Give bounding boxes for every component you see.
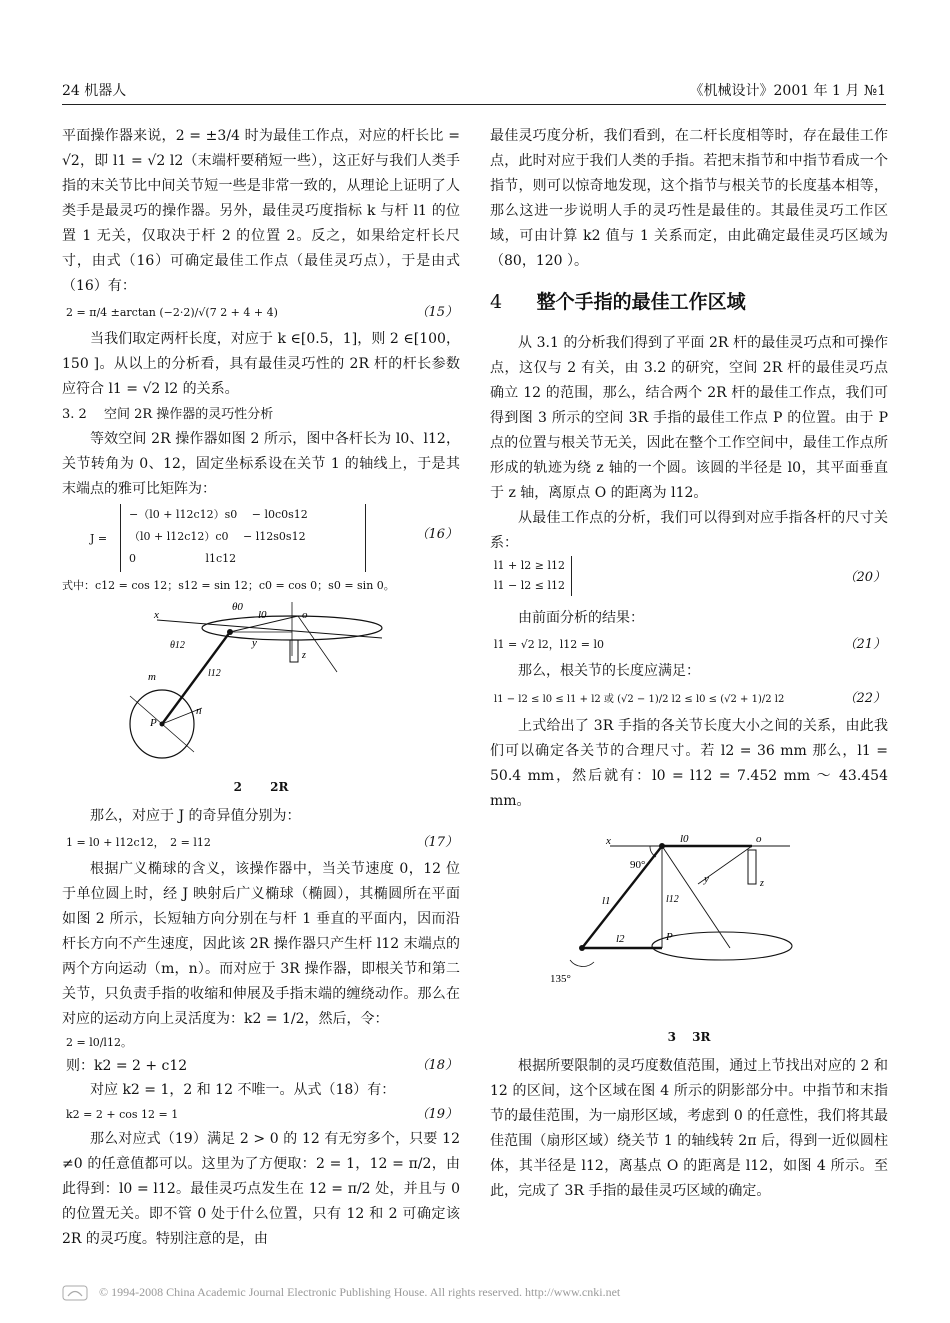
figure-2-label-m: m xyxy=(148,671,156,683)
equation-17-number: （17） xyxy=(415,835,458,850)
right-column xyxy=(490,124,888,1204)
equation-17 xyxy=(62,829,460,857)
equation-18a xyxy=(62,1032,460,1054)
figure-2-joint xyxy=(227,629,233,635)
header-rule xyxy=(62,104,886,105)
copyright-footer xyxy=(62,1285,886,1301)
figure-2-label-l0: l0 xyxy=(258,609,267,621)
figure-3-label-135: 135° xyxy=(550,973,571,985)
equation-22-number: （22） xyxy=(843,691,886,706)
left-paragraph-2: 当我们取定两杆长度，对应于 k ∈[0.5，1]，则 2 ∈[100，150 ]。从以上的分析看，具有最佳灵巧性的 2R 杆的杆长参数应符合 l1 = √2 l2 的关系。 xyxy=(62,331,460,397)
left-paragraph-7: 那么对应式（19）满足 2 > 0 的 12 有无穷多个，只要 12 ≠0 的任意值都可以。这里为了方便取：2 = 1，12 = π/2，由此得到：l0 = l12。最佳灵巧点发生在 12 = π/2 处，并且与 0 的位置无关。即不管 0 处于什么位置，只有 12 和 2 可确定该 2R 的灵巧度。特别注意的是，由 xyxy=(62,1131,460,1247)
equation-16-row-3: 0 l1c12 xyxy=(129,552,237,565)
figure-2-label-theta12: θ12 xyxy=(170,640,185,651)
equation-18a-body: 2 = l0/l12。 xyxy=(66,1036,132,1049)
figure-2-label-n: n xyxy=(196,705,202,717)
equation-18-number: （18） xyxy=(415,1058,458,1073)
left-column xyxy=(62,124,460,1252)
right-paragraph-7: 根据所要限制的灵巧度数值范围，通过上节找出对应的 2 和 12 的区间，这个区域在图 4 所示的阴影部分中。中指节和末指节的最佳范围，为一扇形区域，考虑到 0 的任意性，我们将其最佳范围（扇形区域）绕关节 1 的轴线转 2π 后，得到一近似圆柱体，其半径是 l12，离基点 O 的距离是 l12，如图 4 所示。至此，完成了 3R 手指的最佳灵巧区域的确定。 xyxy=(490,1058,888,1199)
figure-3-label-z: z xyxy=(760,878,764,889)
equation-15 xyxy=(62,299,460,327)
equation-20-line-1: l1 + l2 ≥ l12 xyxy=(494,559,565,572)
equation-20-number: （20） xyxy=(843,570,886,585)
equation-16-row-2: （l0 + l12c12）c0 − l12s0s12 xyxy=(129,530,306,543)
figure-3-caption: 3 3R xyxy=(667,1030,711,1044)
section-4-number: 4 xyxy=(490,291,503,313)
left-paragraph-3: 等效空间 2R 操作器如图 2 所示，图中各杆长为 l0、l12，关节转角为 0、12，固定坐标系设在关节 1 的轴线上，于是其末端点的雅可比矩阵为： xyxy=(62,431,460,497)
right-paragraph-6: 上式给出了 3R 手指的各关节长度大小之间的关系，由此我们可以确定各关节的合理尺寸。若 l2 = 36 mm 那么，l1 = 50.4 mm，然后就有：l0 = l12 = 7.452 mm ～ 43.454 mm。 xyxy=(490,718,888,809)
equation-18-body: 则：k2 = 2 + c12 xyxy=(66,1058,188,1074)
subsection-3-2: 3. 2 空间 2R 操作器的灵巧性分析 xyxy=(62,407,274,422)
figure-2-label-theta0: θ0 xyxy=(232,601,243,613)
figure-2-label-y: y xyxy=(252,637,257,649)
left-paragraph-5: 根据广义椭球的含义，该操作器中，当关节速度 0，12 位于单位圆上时，经 J 映射后广义椭球（椭圆），其椭圆所在平面如图 2 所示，长短轴方向分别在与杆 1 垂直的平面内，因而沿杆长方向不产生速度，因此该 2R 操作器只产生杆 l12 末端点的两个方向运动（m，n）。而对应于 3R 操作器，即根关节和第二关节，只负责手指的收缩和伸展及手指末端的缠绕动作。那么在对应的运动方向上灵活度为：k2 = 1/2，然后，令： xyxy=(62,861,460,1027)
figure-3-label-o: o xyxy=(756,833,762,845)
equation-18 xyxy=(62,1054,460,1078)
section-4-heading xyxy=(490,290,888,315)
right-paragraph-2: 从 3.1 的分析我们得到了平面 2R 杆的最佳灵巧点和可操作点，这仅与 2 有关，由 3.2 的研究，空间 2R 杆的最佳灵巧点确立 12 的范围，那么，结合两个 2R 杆的最佳工作点，我们可得到图 3 所示的空间 3R 手指的最佳工作点 P 的位置。由于 P 点的位置与根关节无关，因此在整个工作空间中，最佳工作点所形成的轨迹为绕 z 轴的一个圆。该圆的半径是 l0，其平面垂直于 z 轴，离原点 O 的距离为 l12。 xyxy=(490,335,888,501)
equation-16-matrix xyxy=(120,504,366,572)
figure-3-label-l0: l0 xyxy=(680,833,689,845)
figure-2-point-p xyxy=(160,722,165,727)
figure-3-label-p: P xyxy=(666,931,673,943)
figure-3-z-axis xyxy=(748,850,756,884)
equation-16-where: 式中：c12 = cos 12；s12 = sin 12；c0 = cos 0；s0 = sin 0。 xyxy=(62,579,395,592)
equation-19-number: （19） xyxy=(415,1107,458,1122)
equation-19 xyxy=(62,1103,460,1127)
page-header xyxy=(62,80,886,102)
left-paragraph-6: 对应 k2 = 1，2 和 12 不唯一。从式（18）有： xyxy=(90,1082,396,1098)
figure-3 xyxy=(490,814,888,1014)
equation-15-number: （15） xyxy=(415,305,458,320)
figure-3-angle-135-arc xyxy=(570,960,594,967)
equation-15-body: 2 = π/4 ±arctan (−2·2)/√(7 2 + 4 + 4) xyxy=(66,306,278,319)
right-paragraph-1: 最佳灵巧度分析，我们看到，在二杆长度相等时，存在最佳工作点，此时对应于我们人类的手指。若把末指节和中指节看成一个指节，则可以惊奇地发现，这个指节与根关节的长度基本相等，那么这进一步说明人手的灵巧性是最佳的。其最佳灵巧工作区域，可由计算 k2 值与 1 关系而定，由此确定最佳灵巧区域为（80，120 ）。 xyxy=(490,128,888,269)
figure-3-base-joint xyxy=(579,945,585,951)
right-paragraph-3: 从最佳工作点的分析，我们可以得到对应手指各杆的尺寸关系： xyxy=(490,510,888,551)
right-paragraph-5: 那么，根关节的长度应满足： xyxy=(518,663,700,679)
header-left: 24 机器人 xyxy=(62,83,127,99)
figure-2-caption: 2 2R xyxy=(233,780,289,794)
equation-16-number: （16） xyxy=(415,527,458,542)
figure-2-label-l12: l12 xyxy=(208,668,221,679)
copyright-text: © 1994-2008 China Academic Journal Electronic Publishing House. All rights reserved. http://www.cnki.net xyxy=(99,1285,621,1299)
figure-2-y-axis xyxy=(298,616,337,672)
equation-17-body: 1 = l0 + l12c12， 2 = l12 xyxy=(66,836,211,849)
right-paragraph-4: 由前面分析的结果： xyxy=(518,610,644,626)
figure-3-label-l12: l12 xyxy=(666,894,679,905)
equation-20-system xyxy=(494,556,572,596)
figure-3-label-90: 90° xyxy=(630,859,646,871)
equation-16 xyxy=(62,502,460,576)
figure-2 xyxy=(62,596,460,764)
figure-3-label-y: y xyxy=(704,873,709,885)
equation-19-body: k2 = 2 + cos 12 = 1 xyxy=(66,1108,179,1121)
figure-2-label-o: o xyxy=(302,609,308,621)
equation-21-body: l1 = √2 l2，l12 = l0 xyxy=(494,638,604,651)
equation-16-lhs: J = xyxy=(90,532,108,545)
equation-21-number: （21） xyxy=(843,637,886,652)
figure-3-label-l2: l2 xyxy=(616,933,625,945)
equation-20 xyxy=(490,556,888,606)
equation-21 xyxy=(490,631,888,659)
figure-3-label-l1: l1 xyxy=(602,895,611,907)
figure-3-label-x: x xyxy=(606,835,611,847)
equation-16-row-1: −（l0 + l12c12）s0 − l0c0s12 xyxy=(129,508,308,521)
figure-2-label-z: z xyxy=(302,650,306,661)
figure-2-label-p: P xyxy=(150,717,157,729)
section-4-title: 整个手指的最佳工作区域 xyxy=(536,291,746,313)
header-right: 《机械设计》2001 年 1 月 №1 xyxy=(689,83,886,99)
cnki-logo-icon xyxy=(62,1285,88,1301)
figure-2-z-axis xyxy=(290,640,298,662)
equation-22 xyxy=(490,684,888,714)
left-paragraph-4: 那么，对应于 J 的奇异值分别为： xyxy=(90,808,301,824)
figure-2-label-x: x xyxy=(154,609,159,621)
left-paragraph-1: 平面操作器来说，2 = ±3/4 时为最佳工作点，对应的杆长比 = √2，即 l1 = √2 l2（末端杆要稍短一些），这正好与我们人类手指的末关节比中间关节短一些是非常一致的，从理论上证明了人类手是最灵巧的操作器。另外，最佳灵巧度指标 k 与杆 l1 的位置 1 无关，仅取决于杆 2 的位置 2。反之，如果给定杆长尺寸，由式（16）可确定最佳工作点（最佳灵巧点），于是由式（16）有： xyxy=(62,128,460,294)
equation-22-body: l1 − l2 ≤ l0 ≤ l1 + l2 或 (√2 − 1)/2 l2 ≤ l0 ≤ (√2 + 1)/2 l2 xyxy=(494,694,785,705)
equation-20-line-2: l1 − l2 ≤ l12 xyxy=(494,579,565,592)
